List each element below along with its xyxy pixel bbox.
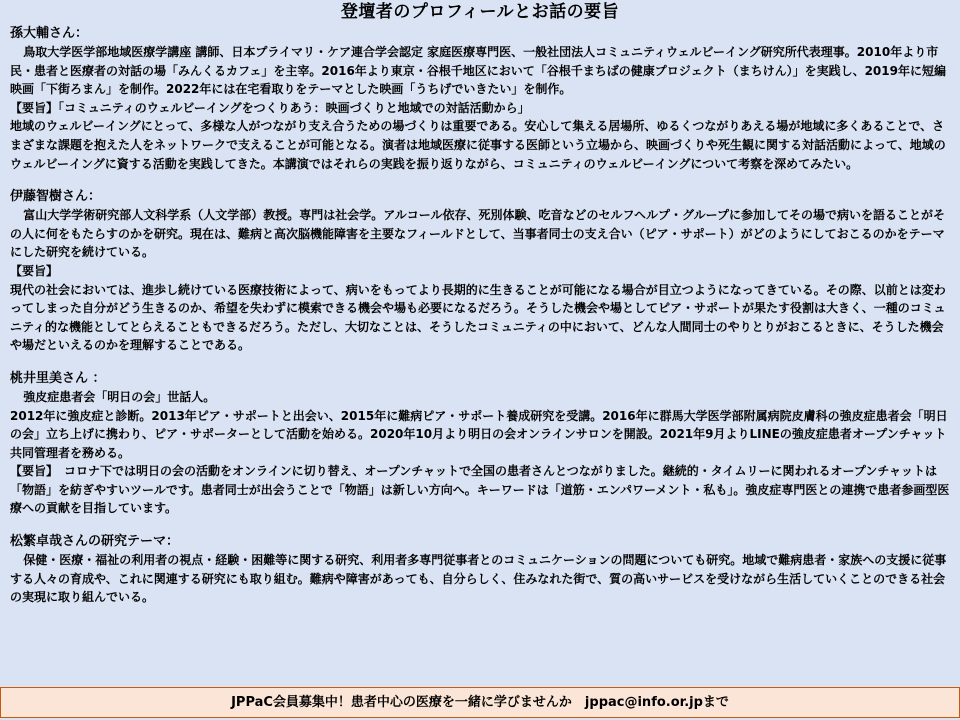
summary-label: 【要旨】「コミュニティのウェルビーイングをつくりあう：映画づくりと地域での対話活動から」: [10, 100, 530, 115]
footer-text: JPPaC会員募集中！患者中心の医療を一緒に学びませんか jppac@info.or.jpまで: [231, 695, 729, 710]
summary-text: コロナ下では明日の会の活動をオンラインに切り替え、オープンチャットで全国の患者さんとつながりました。継続的・タイムリーに関われるオープンチャットは「物語」を紡ぎやすいツールです。患者同士が出会うことで「物語」は新しい方向へ。キーワードは「道筋・エンパワーメント・私も」。強皮症専門医との連携で患者参画型医療への貢献を目指しています。: [10, 464, 950, 516]
summary-text: 現代の社会においては、進歩し続けている医療技術によって、病いをもってより長期的に生きることが可能になる場合が目立つようになってきている。その際、以前とは変わってしまった自分がどう生きるのか、希望を失わずに模索できる機会や場も必要になるだろう。そうした機会や場としてピア・サポートが果たす役割は大きく、一種のコミュニティ的な機能としてとらえることもできるだろう。ただし、大切なことは、そうしたコミュニティの中において、どんな人間同士のやりとりがおこるときに、そうした機会や場だといえるのかを理解することである。: [10, 282, 946, 353]
speaker-name: 孫大輔さん：: [10, 26, 89, 41]
speaker-name: 桃井里美さん ：: [10, 370, 106, 386]
speaker-profile: 強皮症患者会「明日の会」世話人。: [23, 389, 216, 404]
summary-paragraph: [10, 462, 954, 518]
page-title: 登壇者のプロフィールとお話の要旨: [340, 2, 620, 22]
speaker-name: 松繁卓哉さんの研究テーマ：: [10, 534, 180, 550]
spacer: [10, 355, 954, 369]
summary-label: 【要旨】: [10, 464, 53, 479]
summary-text: 地域のウェルビーイングにとって、多様な人がつながり支え合うための場づくりは重要である。安心して集える居場所、ゆるくつながりあえる場が地域に多くあることで、さまざまな課題を抱えた人をネットワークで支えることが可能となる。演者は地域医療に従事する医師という立場から、映画づくりや死生観に関する対話活動によって、地域のウェルビーイングに資する活動を実践してきた。本講演ではそれらの実践を振り返りながら、コミュニティのウェルビーイングについて考察を深めてみたい。: [10, 119, 946, 171]
spacer: [10, 518, 954, 532]
spacer: [10, 173, 954, 187]
speaker-profile: 富山大学学術研究部人文科学系（人文学部）教授。専門は社会学。アルコール依存、死別体験、吃音などのセルフヘルプ・グループに参加してその場で病いを語ることがその人に何をもたらすのかを研究。現在は、難病と高次脳機能障害を主要なフィールドとして、当事者同士の支え合い（ピア・サポート）がどのようにしておこるのかをテーマにした研究を続けている。: [10, 208, 946, 260]
speaker-name: 伊藤智樹さん：: [10, 189, 102, 205]
speaker-profile: 保健・医療・福祉の利用者の視点・経験・困難等に関する研究、利用者多専門従事者とのコミュニケーションの問題についても研究。地域で難病患者・家族への支援に従事する人々の育成や、これに関連する研究にも取り組む。難病や障害があっても、自分らしく、住みなれた街で、質の高いサービスを受けながら生活していくことのできる社会の実現に取り組んでいる。: [10, 553, 947, 605]
speaker-profile: 鳥取大学医学部地域医療学講座 講師、日本プライマリ・ケア連合学会認定 家庭医療専門医、一般社団法人コミュニティウェルビーイング研究所代表理事。2010年より市民・患者と医療者の対話の場「みんくるカフェ」を主宰。2016年より東京・谷根千地区において「谷根千まちばの健康プロジェクト（まちけん）」を実践し、2019年に短編映画「下街ろまん」を制作。2022年には在宅看取りをテーマとした映画「うちげでいきたい」を制作。: [10, 45, 946, 97]
summary-label: 【要旨】: [10, 263, 59, 278]
speaker-list: [10, 24, 954, 607]
speaker-section-son: [10, 24, 954, 173]
speaker-section-ito: [10, 187, 954, 355]
speaker-section-matsushige: [10, 532, 954, 607]
speaker-section-momoi: [10, 369, 954, 518]
footer-banner: [0, 687, 960, 718]
speaker-history: 2012年に強皮症と診断。2013年ピア・サポートと出会い、2015年に難病ピア・サポート養成研究を受講。2016年に群馬大学医学部附属病院皮膚科の強皮症患者会「明日の会」立ち上げに携わり、ピア・サポーターとして活動を始める。2020年10月より明日の会オンラインサロンを開設。2021年9月よりLINEの強皮症患者オープンチャット共同管理者を務める。: [10, 408, 948, 460]
